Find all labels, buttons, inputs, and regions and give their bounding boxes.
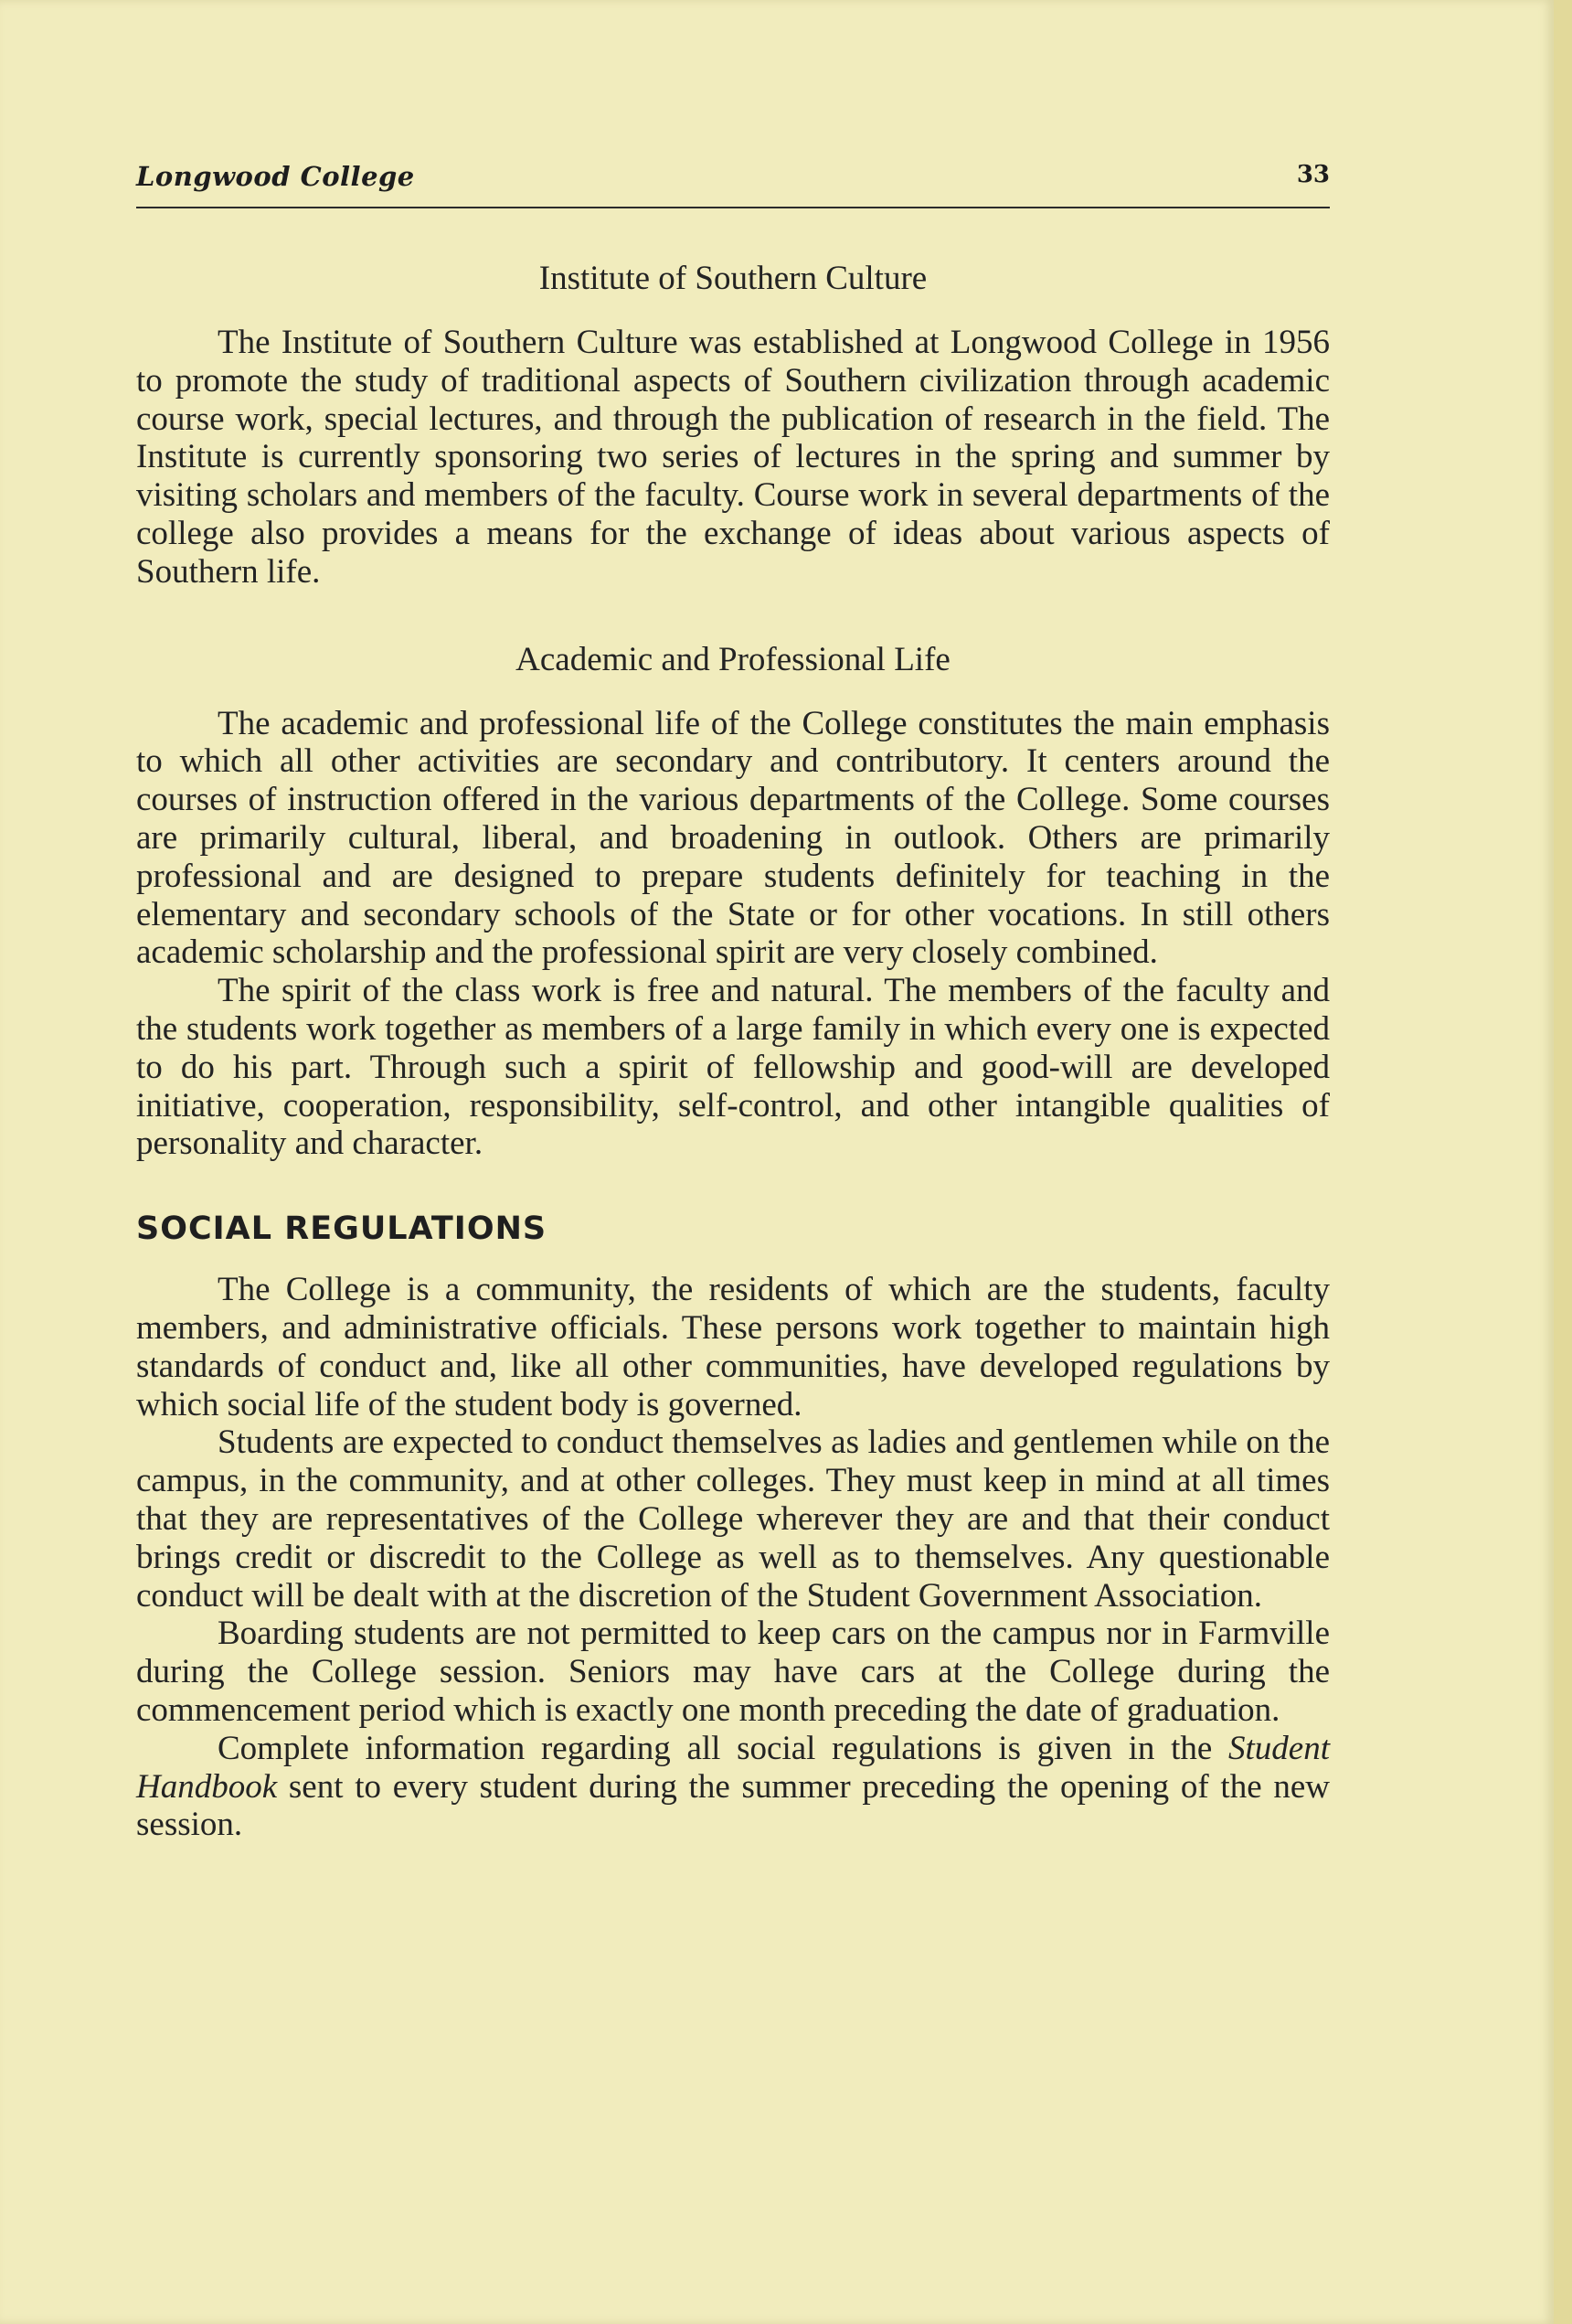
page-edge — [1554, 0, 1572, 2324]
social-paragraph-final — [136, 1730, 1330, 1844]
social-paragraph: Boarding students are not permitted to keep cars on the campus nor in Farmville during the College session. Seniors may have cars at the College during the commencement period which is exactly one month preceding the date of graduation. — [136, 1615, 1330, 1729]
academic-paragraph: The spirit of the class work is free and natural. The members of the faculty and the students work together as members of a large family in which every one is expected to do his part. Through such a spirit of fellowship and good-will are developed initiative, cooperation, responsibility, self-control, and other intangible qualities of personality and character. — [136, 972, 1330, 1163]
page-number: 33 — [1296, 161, 1330, 188]
social-paragraph: The College is a community, the residents of which are the students, faculty members, and administrative officials. These persons work together to maintain high standards of conduct and, like all other communities, have developed regulations by which social life of the student body is governed. — [136, 1271, 1330, 1423]
academic-heading: Academic and Professional Life — [515, 640, 951, 678]
page-header — [136, 154, 1330, 208]
social-regulations-heading: SOCIAL REGULATIONS — [136, 1210, 547, 1248]
institute-paragraph: The Institute of Southern Culture was established at Longwood College in 1956 to promote the study of traditional aspects of Southern civilization through academic course work, special lectures, and through the publication of research in the field. The Institute is currently sponsoring two series of lectures in the spring and summer by visiting scholars and members of the faculty. Course work in several departments of the college also provides a means for the exchange of ideas about various aspects of Southern life. — [136, 324, 1330, 591]
student-handbook-title: Student Handbook — [136, 1729, 1330, 1806]
final-text-before: Complete information regarding all social regulations is given in the — [218, 1729, 1213, 1767]
institute-heading: Institute of Southern Culture — [538, 260, 928, 297]
page-body — [136, 256, 1330, 1844]
running-head: Longwood College — [136, 161, 415, 192]
final-text-after: sent to every student during the summer preceding the opening of the new session. — [136, 1767, 1331, 1844]
social-paragraph: Students are expected to conduct themselves as ladies and gentlemen while on the campus, in the community, and at other colleges. They must keep in mind at all times that they are representatives of the College wherever they are and that their conduct brings credit or discredit to the College as well as to themselves. Any questionable conduct will be dealt with at the discretion of the Student Government Association. — [136, 1423, 1330, 1615]
academic-paragraph: The academic and professional life of the College constitutes the main emphasis to which all other activities are secondary and contributory. It centers around the courses of instruction offered in the various departments of the College. Some courses are primarily cultural, liberal, and broadening in outlook. Others are primarily professional and are designed to prepare students definitely for teaching in the elementary and secondary schools of the State or for other vocations. In still others academic scholarship and the professional spirit are very closely combined. — [136, 704, 1330, 972]
